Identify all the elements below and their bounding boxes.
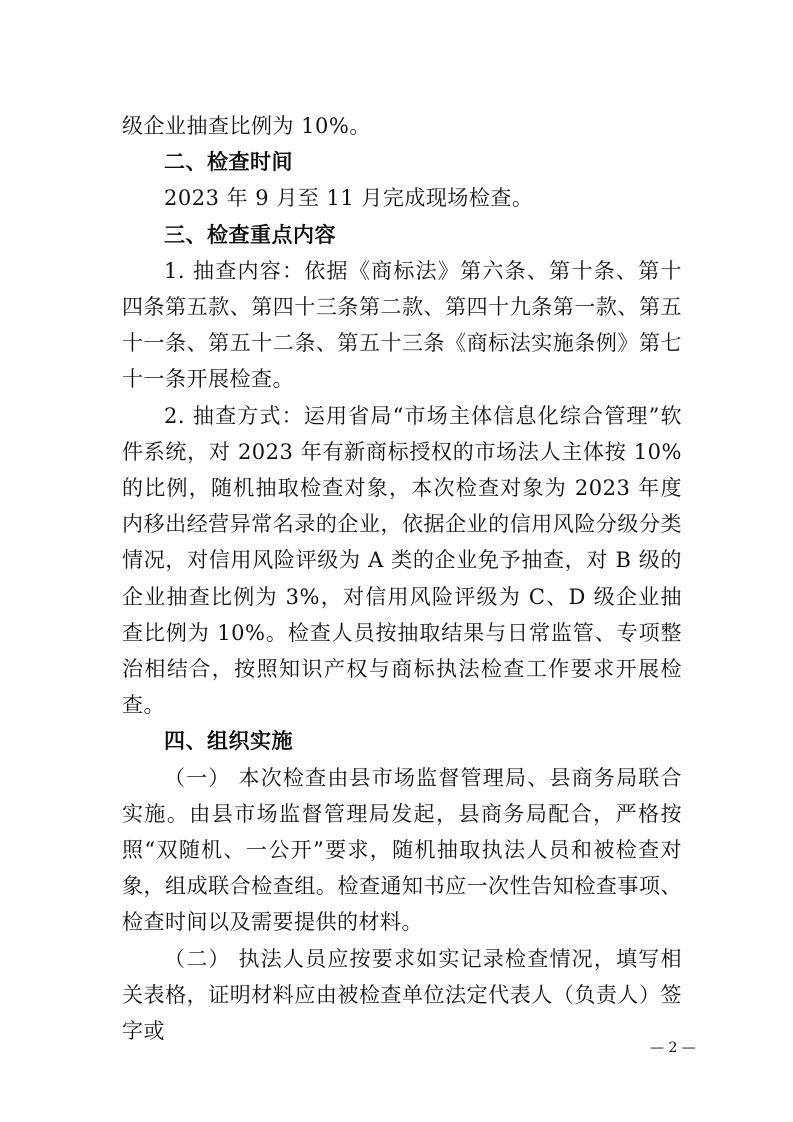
- page-number: — 2 —: [650, 1040, 696, 1056]
- paragraph: 2. 抽查方式：运用省局“市场主体信息化综合管理”软件系统，对 2023 年有新商标授权的市场法人主体按 10%的比例，随机抽取检查对象，本次检查对象为 2023 年度内移出经营异常名录的企业，依据企业的信用风险分级分类情况，对信用风险评级为 A 类的企业免予抽查，对 B 级的企业抽查比例为 3%，对信用风险评级为 C、D 级企业抽查比例为 10%。检查人员按抽取结果与日常监管、专项整治相结合，按照知识产权与商标执法检查工作要求开展检查。: [122, 403, 682, 718]
- paragraph: （二） 执法人员应按要求如实记录检查情况，填写相关表格，证明材料应由被检查单位法定代表人（负责人）签字或: [122, 946, 682, 1044]
- section-heading: 二、检查时间: [164, 150, 293, 175]
- paragraph: 1. 抽查内容：依据《商标法》第六条、第十条、第十四条第五款、第四十三条第二款、第四十九条第一款、第五十一条、第五十二条、第五十三条《商标法实施条例》第七十一条开展检查。: [122, 258, 682, 392]
- paragraph: 2023 年 9 月至 11 月完成现场检查。: [164, 186, 534, 211]
- section-heading: 三、检查重点内容: [164, 222, 336, 247]
- section-heading: 四、组织实施: [164, 729, 293, 754]
- paragraph: （一） 本次检查由县市场监督管理局、县商务局联合实施。由县市场监督管理局发起，县商务局配合，严格按照“双随机、一公开”要求，随机抽取执法人员和被检查对象，组成联合检查组。检查通知书应一次性告知检查事项、检查时间以及需要提供的材料。: [122, 765, 682, 935]
- document-body: [122, 108, 682, 1049]
- paragraph: 级企业抽查比例为 10%。: [122, 114, 371, 138]
